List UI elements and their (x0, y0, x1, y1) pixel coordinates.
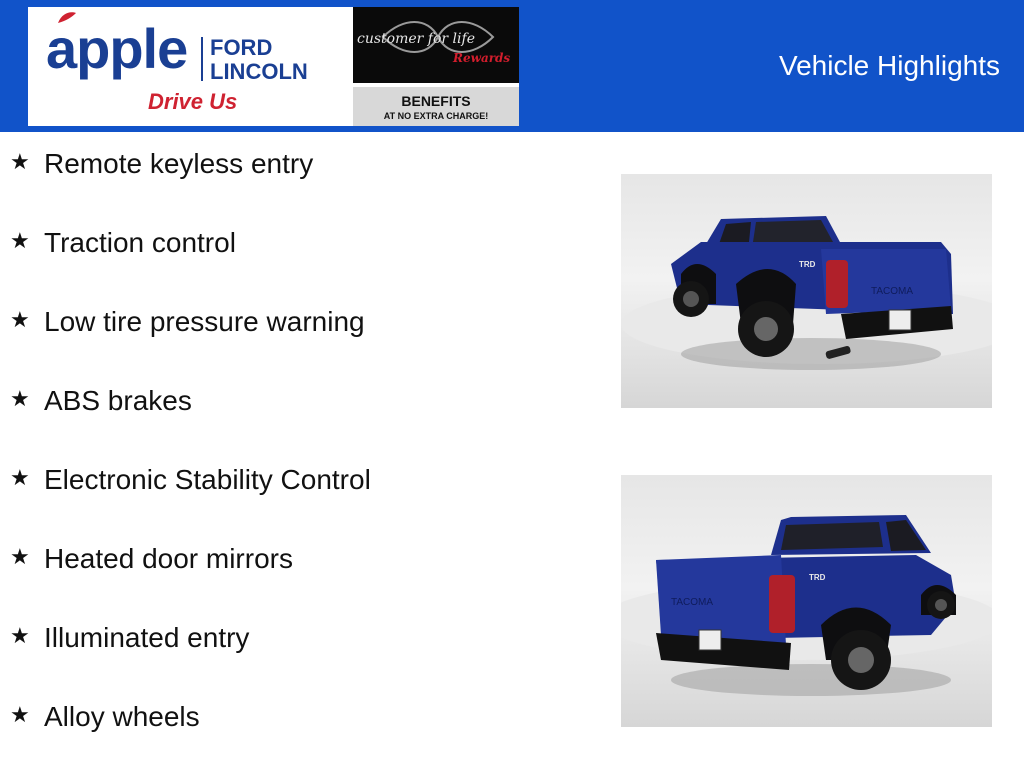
tailgate-text: TACOMA (871, 286, 914, 297)
dealer-logo[interactable] (28, 7, 353, 126)
feature-list (10, 145, 371, 777)
dealer-logo-brand-ford: FORD (210, 35, 273, 60)
vehicle-photo-rear-right[interactable] (621, 475, 992, 727)
rewards-logo-bottom (353, 87, 519, 126)
truck-image (621, 475, 992, 727)
rewards-logo[interactable] (353, 7, 519, 126)
star-icon: ★ (10, 149, 30, 174)
feature-label: Low tire pressure warning (44, 306, 365, 337)
star-icon: ★ (10, 702, 30, 727)
trd-badge: TRD (809, 573, 826, 582)
star-icon: ★ (10, 623, 30, 648)
logo-divider (201, 37, 203, 81)
feature-label: Remote keyless entry (44, 148, 314, 179)
feature-item (10, 619, 371, 698)
feature-item (10, 540, 371, 619)
rewards-subtitle: AT NO EXTRA CHARGE! (383, 111, 489, 121)
feature-item (10, 382, 371, 461)
star-icon: ★ (10, 544, 30, 569)
truck-image (621, 174, 992, 408)
dealer-logo-brand-lincoln: LINCOLN (210, 59, 308, 84)
tailgate-text: TACOMA (671, 597, 714, 608)
star-icon: ★ (10, 307, 30, 332)
star-icon: ★ (10, 228, 30, 253)
feature-item (10, 145, 371, 224)
trd-badge: TRD (799, 260, 816, 269)
dealer-logo-tagline: Drive Us (148, 89, 238, 114)
page-title: Vehicle Highlights (778, 50, 1000, 81)
feature-item (10, 698, 371, 777)
feature-label: Traction control (44, 227, 236, 258)
rewards-program-name: customer for life (357, 31, 475, 47)
vehicle-photo-rear-left[interactable] (621, 174, 992, 408)
header-banner (0, 0, 1024, 132)
feature-label: Illuminated entry (44, 622, 250, 653)
feature-label: Heated door mirrors (44, 543, 293, 574)
feature-label: Alloy wheels (44, 701, 200, 732)
rewards-benefits: BENEFITS (401, 93, 471, 109)
rewards-script: Rewards (453, 51, 511, 65)
dealer-logo-name: apple (46, 17, 188, 80)
rewards-logo-top (353, 7, 519, 83)
feature-label: Electronic Stability Control (44, 464, 371, 495)
feature-item (10, 224, 371, 303)
star-icon: ★ (10, 465, 30, 490)
feature-item (10, 303, 371, 382)
star-icon: ★ (10, 386, 30, 411)
feature-item (10, 461, 371, 540)
feature-label: ABS brakes (44, 385, 192, 416)
